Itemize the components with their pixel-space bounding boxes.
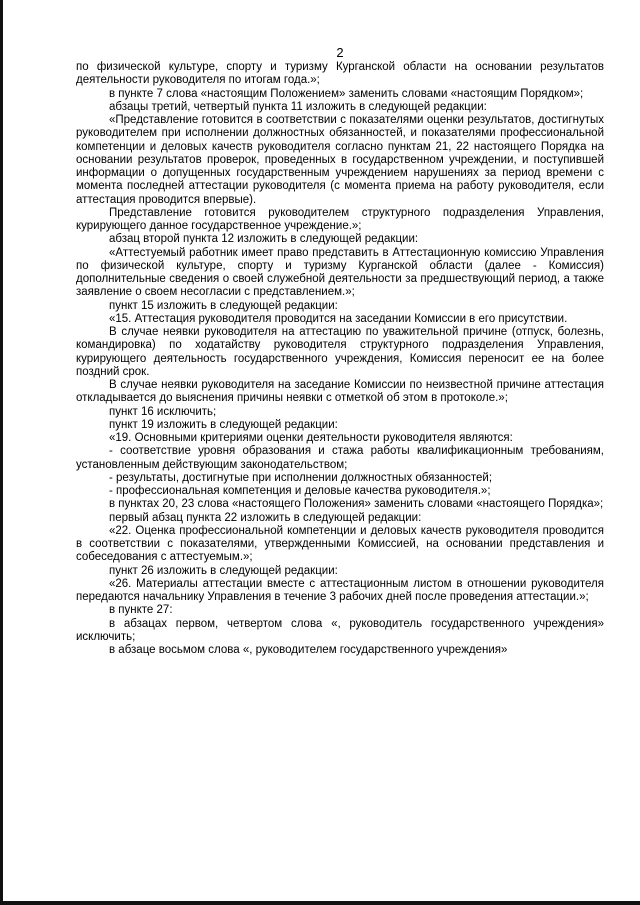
paragraph: пункт 19 изложить в следующей редакции: xyxy=(109,418,338,431)
paragraph: в пунктах 20, 23 слова «настоящего Положения» заменить словами «настоящего Порядка»; xyxy=(109,498,604,511)
paragraph: по физической культуре, спорту и туризму Курганской области на основании результатов деятельности руководителя по итогам года.»; xyxy=(76,61,604,87)
paragraph: «15. Аттестация руководителя проводится на заседании Комиссии в его присутствии. xyxy=(109,312,568,325)
paragraph: «Аттестуемый работник имеет право представить в Аттестационную комиссию Управления по физической культуре, спорту и туризму Курганской области (далее - Комиссия) дополнительные сведения о своей служебной деятельности за предшествующий период, а также заявление о своем несогласии с представлением.»; xyxy=(76,246,604,299)
paragraph: В случае неявки руководителя на аттестацию по уважительной причине (отпуск, болезнь, командировка) по ходатайству руководителя структурного подразделения Управления, курирующего деятельность государственного учреждения, Комиссия переносит ее на более поздний срок. xyxy=(76,326,604,378)
document-page xyxy=(76,46,604,657)
scan-edge-left xyxy=(0,0,3,905)
paragraph: «26. Материалы аттестации вместе с аттестационным листом в отношении руководителя передаются начальнику Управления в течение 3 рабочих дней после проведения аттестации.»; xyxy=(76,577,604,603)
paragraph: в абзацах первом, четвертом слова «, руководитель государственного учреждения» исключить; xyxy=(76,617,604,643)
paragraph: абзацы третий, четвертый пункта 11 изложить в следующей редакции: xyxy=(109,100,487,113)
paragraph: первый абзац пункта 22 изложить в следующей редакции: xyxy=(109,511,422,524)
paragraph: пункт 16 исключить; xyxy=(109,405,217,418)
paragraph: - соответствие уровня образования и стажа работы квалификационным требованиям, установленным действующим законодательством; xyxy=(76,445,604,471)
paragraph: «22. Оценка профессиональной компетенции и деловых качеств руководителя проводится в соответствии с показателями, утвержденными Комиссией, на основании представления и собеседования с аттестуемым.»; xyxy=(76,524,604,564)
paragraph: пункт 26 изложить в следующей редакции: xyxy=(109,564,338,577)
document-body xyxy=(76,61,604,657)
paragraph: Представление готовится руководителем структурного подразделения Управления, курирующего данное государственное учреждение.»; xyxy=(76,206,604,232)
paragraph: в абзаце восьмом слова «, руководителем государственного учреждения» xyxy=(109,644,508,656)
paragraph: «Представление готовится в соответствии с показателями оценки результатов, достигнутых руководителем при исполнении должностных обязанностей, и показателями профессиональной компетенции и деловых качеств руководителя согласно пунктам 21, 22 настоящего Порядка на основании результатов проверок, проведенных в государственном учреждении, и поступившей информации о допущенных государственным учреждением нарушениях за период времени с момента последней аттестации руководителя (с момента приема на работу руководителя, если аттестация проводится впервые). xyxy=(76,114,604,206)
paragraph: - результаты, достигнутые при исполнении должностных обязанностей; xyxy=(109,471,493,484)
paragraph: «19. Основными критериями оценки деятельности руководителя являются: xyxy=(109,432,513,444)
paragraph: В случае неявки руководителя на заседание Комиссии по неизвестной причине аттестация откладывается до выяснения причины неявки с отметкой об этом в протоколе.»; xyxy=(76,379,604,405)
paragraph: абзац второй пункта 12 изложить в следующей редакции: xyxy=(109,233,419,246)
paragraph: - профессиональная компетенция и деловые качества руководителя.»; xyxy=(109,485,491,497)
paragraph: в пункте 27: xyxy=(109,604,173,617)
page-number: 2 xyxy=(336,45,344,60)
scan-edge-bottom xyxy=(0,901,640,905)
paragraph: в пункте 7 слова «настоящим Положением» заменить словами «настоящим Порядком»; xyxy=(109,87,584,100)
paragraph: пункт 15 изложить в следующей редакции: xyxy=(109,299,338,312)
